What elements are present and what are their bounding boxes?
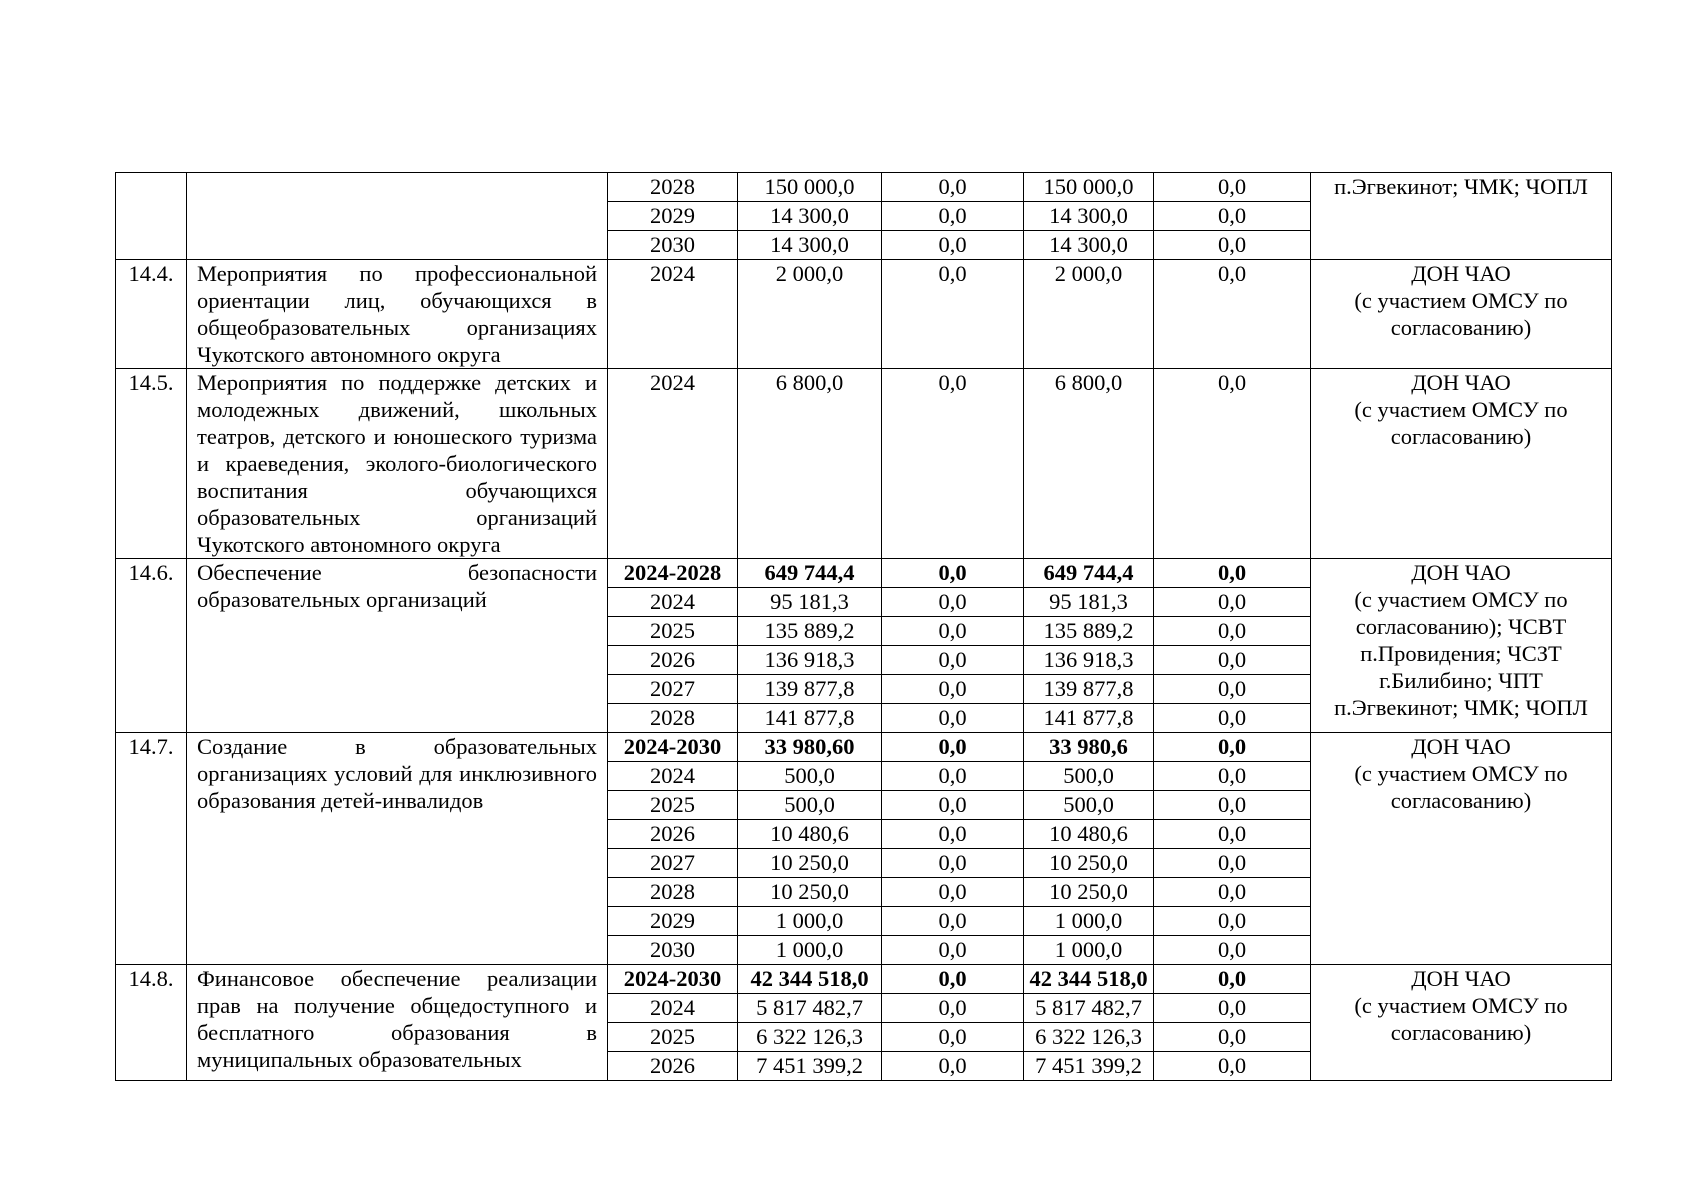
other-sources-cell: 0,0 — [1154, 646, 1311, 675]
other-sources-cell: 0,0 — [1154, 878, 1311, 907]
total-row — [116, 965, 1612, 994]
other-sources-cell: 0,0 — [1154, 675, 1311, 704]
responsible-cell — [1311, 559, 1612, 733]
year-cell: 2026 — [608, 646, 738, 675]
year-cell: 2030 — [608, 936, 738, 965]
year-cell: 2026 — [608, 820, 738, 849]
responsible-line: (с участием ОМСУ по — [1354, 587, 1568, 612]
responsible-cell: п.Эгвекинот; ЧМК; ЧОПЛ — [1311, 173, 1612, 260]
federal-budget-cell: 0,0 — [882, 849, 1024, 878]
item-name-cell: Мероприятия по поддержке детских и молодежных движений, школьных театров, детского и юношеского туризма и краеведения, эколого-биологического воспитания обучающихся образовательных организаций Чукотского автономного округа — [187, 369, 608, 559]
federal-budget-cell: 0,0 — [882, 231, 1024, 260]
total-cell: 6 800,0 — [738, 369, 882, 559]
other-sources-cell: 0,0 — [1154, 849, 1311, 878]
total-cell: 42 344 518,0 — [738, 965, 882, 994]
year-cell: 2028 — [608, 704, 738, 733]
federal-budget-cell: 0,0 — [882, 617, 1024, 646]
total-cell: 10 250,0 — [738, 849, 882, 878]
federal-budget-cell: 0,0 — [882, 675, 1024, 704]
year-cell: 2027 — [608, 675, 738, 704]
regional-budget-cell: 135 889,2 — [1024, 617, 1154, 646]
total-cell: 136 918,3 — [738, 646, 882, 675]
item-name-cell — [187, 173, 608, 260]
federal-budget-cell: 0,0 — [882, 907, 1024, 936]
year-cell: 2026 — [608, 1052, 738, 1081]
other-sources-cell: 0,0 — [1154, 1052, 1311, 1081]
year-cell: 2024 — [608, 260, 738, 369]
item-number-cell: 14.7. — [116, 733, 187, 965]
total-cell: 500,0 — [738, 762, 882, 791]
total-row — [116, 733, 1612, 762]
regional-budget-cell: 5 817 482,7 — [1024, 994, 1154, 1023]
federal-budget-cell: 0,0 — [882, 260, 1024, 369]
item-name-cell: Финансовое обеспечение реализации прав на получение общедоступного и бесплатного образования в муниципальных образовательных — [187, 965, 608, 1081]
total-cell: 135 889,2 — [738, 617, 882, 646]
regional-budget-cell: 95 181,3 — [1024, 588, 1154, 617]
regional-budget-cell: 7 451 399,2 — [1024, 1052, 1154, 1081]
total-cell: 5 817 482,7 — [738, 994, 882, 1023]
responsible-line: (с участием ОМСУ по — [1354, 761, 1568, 786]
responsible-line: ДОН ЧАО — [1411, 966, 1511, 991]
total-cell: 2 000,0 — [738, 260, 882, 369]
other-sources-cell: 0,0 — [1154, 617, 1311, 646]
year-cell: 2029 — [608, 202, 738, 231]
federal-budget-cell: 0,0 — [882, 646, 1024, 675]
table-row — [116, 260, 1612, 369]
regional-budget-cell: 42 344 518,0 — [1024, 965, 1154, 994]
other-sources-cell: 0,0 — [1154, 260, 1311, 369]
responsible-line: ДОН ЧАО — [1411, 734, 1511, 759]
regional-budget-cell: 500,0 — [1024, 762, 1154, 791]
year-cell: 2029 — [608, 907, 738, 936]
other-sources-cell: 0,0 — [1154, 173, 1311, 202]
regional-budget-cell: 10 250,0 — [1024, 849, 1154, 878]
program-table — [115, 172, 1612, 1081]
total-cell: 150 000,0 — [738, 173, 882, 202]
item-number-cell: 14.6. — [116, 559, 187, 733]
total-cell: 6 322 126,3 — [738, 1023, 882, 1052]
year-cell: 2024-2030 — [608, 965, 738, 994]
other-sources-cell: 0,0 — [1154, 704, 1311, 733]
total-cell: 1 000,0 — [738, 907, 882, 936]
total-cell: 500,0 — [738, 791, 882, 820]
other-sources-cell: 0,0 — [1154, 762, 1311, 791]
total-cell: 141 877,8 — [738, 704, 882, 733]
year-cell: 2025 — [608, 1023, 738, 1052]
responsible-line: согласованию) — [1390, 1020, 1532, 1045]
regional-budget-cell: 6 322 126,3 — [1024, 1023, 1154, 1052]
federal-budget-cell: 0,0 — [882, 202, 1024, 231]
item-name-cell: Мероприятия по профессиональной ориентации лиц, обучающихся в общеобразовательных организациях Чукотского автономного округа — [187, 260, 608, 369]
federal-budget-cell: 0,0 — [882, 762, 1024, 791]
other-sources-cell: 0,0 — [1154, 994, 1311, 1023]
total-cell: 95 181,3 — [738, 588, 882, 617]
federal-budget-cell: 0,0 — [882, 559, 1024, 588]
regional-budget-cell: 500,0 — [1024, 791, 1154, 820]
item-name-cell: Обеспечение безопасности образовательных организаций — [187, 559, 608, 733]
other-sources-cell: 0,0 — [1154, 231, 1311, 260]
regional-budget-cell: 649 744,4 — [1024, 559, 1154, 588]
regional-budget-cell: 1 000,0 — [1024, 907, 1154, 936]
federal-budget-cell: 0,0 — [882, 733, 1024, 762]
regional-budget-cell: 1 000,0 — [1024, 936, 1154, 965]
regional-budget-cell: 136 918,3 — [1024, 646, 1154, 675]
item-number-cell: 14.8. — [116, 965, 187, 1081]
other-sources-cell: 0,0 — [1154, 369, 1311, 559]
regional-budget-cell: 150 000,0 — [1024, 173, 1154, 202]
regional-budget-cell: 10 480,6 — [1024, 820, 1154, 849]
regional-budget-cell: 6 800,0 — [1024, 369, 1154, 559]
regional-budget-cell: 139 877,8 — [1024, 675, 1154, 704]
year-cell: 2028 — [608, 173, 738, 202]
regional-budget-cell: 33 980,6 — [1024, 733, 1154, 762]
year-cell: 2027 — [608, 849, 738, 878]
federal-budget-cell: 0,0 — [882, 994, 1024, 1023]
total-cell: 14 300,0 — [738, 202, 882, 231]
total-cell: 7 451 399,2 — [738, 1052, 882, 1081]
total-cell: 1 000,0 — [738, 936, 882, 965]
responsible-line: п.Провидения; ЧСЗТ — [1360, 641, 1562, 666]
federal-budget-cell: 0,0 — [882, 1052, 1024, 1081]
year-cell: 2024 — [608, 588, 738, 617]
year-cell: 2030 — [608, 231, 738, 260]
federal-budget-cell: 0,0 — [882, 936, 1024, 965]
other-sources-cell: 0,0 — [1154, 588, 1311, 617]
federal-budget-cell: 0,0 — [882, 704, 1024, 733]
responsible-line: ДОН ЧАО — [1411, 560, 1511, 585]
total-cell: 649 744,4 — [738, 559, 882, 588]
year-cell: 2025 — [608, 617, 738, 646]
federal-budget-cell: 0,0 — [882, 173, 1024, 202]
regional-budget-cell: 2 000,0 — [1024, 260, 1154, 369]
responsible-cell — [1311, 965, 1612, 1081]
responsible-line: ДОН ЧАО — [1411, 370, 1511, 395]
federal-budget-cell: 0,0 — [882, 820, 1024, 849]
federal-budget-cell: 0,0 — [882, 878, 1024, 907]
responsible-line: согласованию) — [1390, 315, 1532, 340]
other-sources-cell: 0,0 — [1154, 791, 1311, 820]
item-number-cell — [116, 173, 187, 260]
year-cell: 2024-2030 — [608, 733, 738, 762]
other-sources-cell: 0,0 — [1154, 733, 1311, 762]
responsible-cell — [1311, 733, 1612, 965]
table-row — [116, 173, 1612, 202]
total-cell: 14 300,0 — [738, 231, 882, 260]
year-cell: 2024 — [608, 762, 738, 791]
total-cell: 10 480,6 — [738, 820, 882, 849]
total-cell: 10 250,0 — [738, 878, 882, 907]
year-cell: 2024-2028 — [608, 559, 738, 588]
other-sources-cell: 0,0 — [1154, 936, 1311, 965]
federal-budget-cell: 0,0 — [882, 965, 1024, 994]
responsible-line: г.Билибино; ЧПТ — [1379, 668, 1543, 693]
other-sources-cell: 0,0 — [1154, 907, 1311, 936]
responsible-cell — [1311, 369, 1612, 559]
regional-budget-cell: 141 877,8 — [1024, 704, 1154, 733]
responsible-line: согласованию) — [1390, 424, 1532, 449]
item-number-cell: 14.5. — [116, 369, 187, 559]
total-cell: 33 980,60 — [738, 733, 882, 762]
other-sources-cell: 0,0 — [1154, 1023, 1311, 1052]
year-cell: 2025 — [608, 791, 738, 820]
item-number-cell: 14.4. — [116, 260, 187, 369]
item-name-cell: Создание в образовательных организациях условий для инклюзивного образования детей-инвалидов — [187, 733, 608, 965]
year-cell: 2024 — [608, 994, 738, 1023]
federal-budget-cell: 0,0 — [882, 588, 1024, 617]
total-row — [116, 559, 1612, 588]
federal-budget-cell: 0,0 — [882, 369, 1024, 559]
federal-budget-cell: 0,0 — [882, 791, 1024, 820]
other-sources-cell: 0,0 — [1154, 965, 1311, 994]
other-sources-cell: 0,0 — [1154, 202, 1311, 231]
other-sources-cell: 0,0 — [1154, 559, 1311, 588]
responsible-line: (с участием ОМСУ по — [1354, 397, 1568, 422]
year-cell: 2028 — [608, 878, 738, 907]
year-cell: 2024 — [608, 369, 738, 559]
responsible-line: (с участием ОМСУ по — [1354, 288, 1568, 313]
responsible-cell — [1311, 260, 1612, 369]
responsible-line: согласованию) — [1390, 788, 1532, 813]
other-sources-cell: 0,0 — [1154, 820, 1311, 849]
regional-budget-cell: 14 300,0 — [1024, 231, 1154, 260]
total-cell: 139 877,8 — [738, 675, 882, 704]
responsible-line: (с участием ОМСУ по — [1354, 993, 1568, 1018]
federal-budget-cell: 0,0 — [882, 1023, 1024, 1052]
responsible-line: п.Эгвекинот; ЧМК; ЧОПЛ — [1334, 695, 1588, 720]
regional-budget-cell: 10 250,0 — [1024, 878, 1154, 907]
responsible-line: согласованию); ЧСВТ — [1355, 614, 1567, 639]
table-row — [116, 369, 1612, 559]
regional-budget-cell: 14 300,0 — [1024, 202, 1154, 231]
responsible-line: ДОН ЧАО — [1411, 261, 1511, 286]
